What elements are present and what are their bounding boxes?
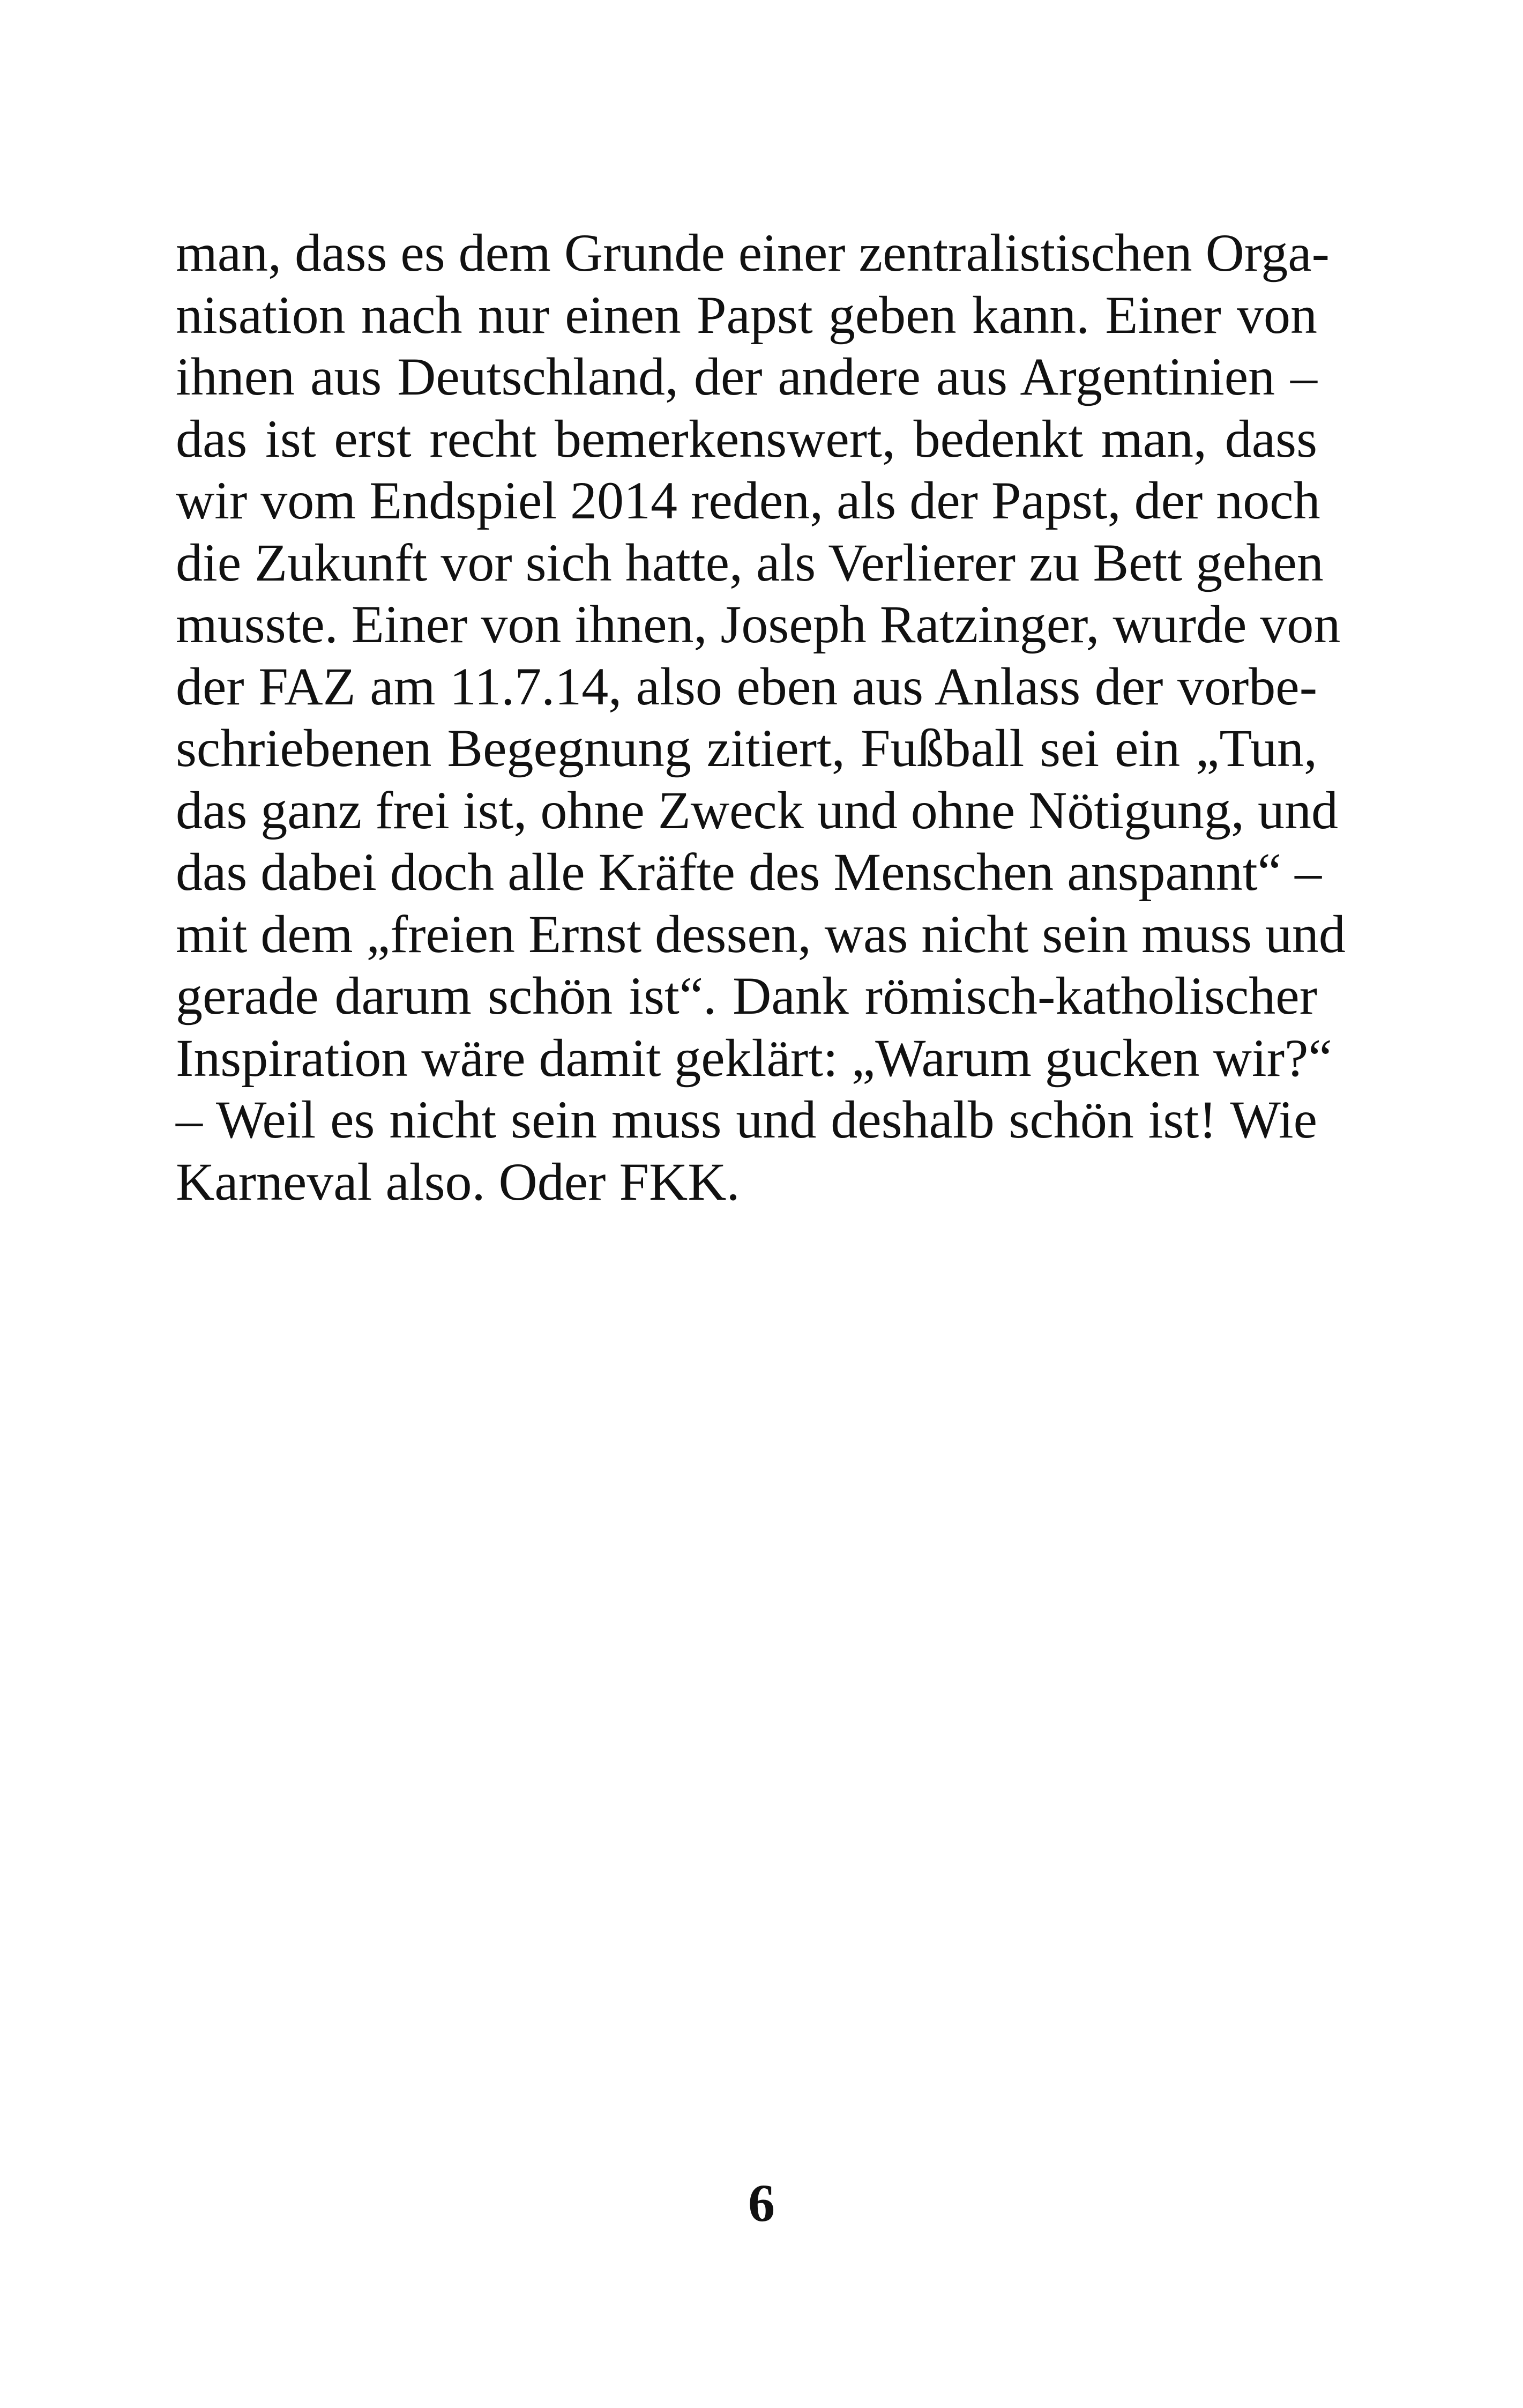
page-number: 6 <box>748 2173 775 2233</box>
text-line: die Zukunft vor sich hatte, als Verlierer zu Bett gehen <box>176 532 1324 592</box>
text-line: musste. Einer von ihnen, Joseph Ratzinger, wurde von <box>176 594 1341 654</box>
text-line: das ganz frei ist, ohne Zweck und ohne Nötigung, und <box>176 780 1338 840</box>
text-line: mit dem „freien Ernst dessen, was nicht sein muss und <box>176 904 1346 964</box>
text-line: schriebenen Begegnung zitiert, Fußball sei ein „Tun, <box>176 718 1317 778</box>
text-line: gerade darum schön ist“. Dank römisch-katholischer <box>176 966 1317 1025</box>
body-paragraph <box>176 222 1346 1213</box>
text-line: nisation nach nur einen Papst geben kann. Einer von <box>176 285 1317 345</box>
text-line: der FAZ am 11.7.14, also eben aus Anlass der vorbe- <box>176 656 1317 716</box>
text-line: Karneval also. Oder FKK. <box>176 1151 740 1212</box>
text-line: das ist erst recht bemerkenswert, bedenkt man, dass <box>176 408 1317 469</box>
text-line: Inspiration wäre damit geklärt: „Warum gucken wir?“ <box>176 1028 1332 1088</box>
text-line: wir vom Endspiel 2014 reden, als der Papst, der noch <box>176 471 1320 530</box>
text-line: das dabei doch alle Kräfte des Menschen anspannt“ – <box>176 842 1322 902</box>
text-line: ihnen aus Deutschland, der andere aus Argentinien – <box>176 347 1317 406</box>
text-line: man, dass es dem Grunde einer zentralistischen Orga- <box>176 223 1330 283</box>
text-line: – Weil es nicht sein muss und deshalb schön ist! Wie <box>176 1090 1317 1149</box>
